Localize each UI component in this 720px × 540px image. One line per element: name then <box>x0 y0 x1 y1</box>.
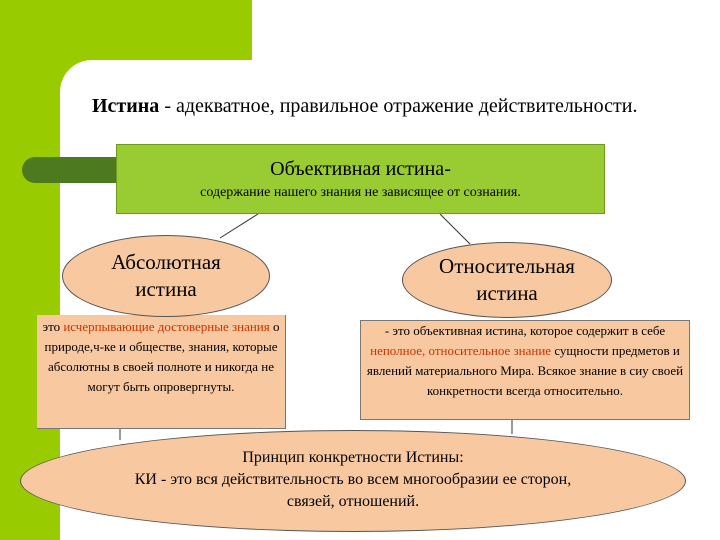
relative-def-text-2: сущности предметов и явлений материального Мира. Всякое знание в сиу своей конкретности всегда относительно. <box>366 343 684 398</box>
objective-truth-title: Объективная истина- <box>270 158 451 180</box>
absolute-label-line1: Абсолютная <box>111 250 221 274</box>
relative-label-line2: истина <box>476 281 538 305</box>
connector-objective-relative <box>440 214 470 244</box>
objective-truth-box <box>116 144 605 214</box>
absolute-truth-ellipse <box>62 235 270 317</box>
page-title <box>92 95 637 118</box>
relative-label-line1: Относительная <box>439 254 575 278</box>
relative-def-text-1: - это объективная истина, которое содержит в себе <box>384 323 666 338</box>
relative-truth-ellipse <box>402 242 612 318</box>
absolute-def-text-2: о природе,ч-ке и обществе, знания, которые абсолютны в своей полноте и никогда не могут быть опровергнуты. <box>44 319 280 394</box>
absolute-def-highlight: исчерпывающие достоверные знания <box>63 319 270 334</box>
absolute-def-text-1: это <box>42 319 64 334</box>
relative-truth-definition <box>360 320 690 420</box>
absolute-truth-definition <box>37 315 286 429</box>
principle-line3: связей, отношений. <box>286 493 420 510</box>
title-term: Истина <box>92 95 160 117</box>
principle-line2: КИ - это вся действительность во всем многообразии ее сторон, <box>134 471 572 488</box>
concreteness-principle-ellipse <box>20 430 686 532</box>
relative-def-highlight: неполное, относительное знание <box>370 343 552 358</box>
principle-line1: Принцип конкретности Истины: <box>242 449 464 466</box>
objective-truth-definition: содержание нашего знания не зависящее от сознания. <box>200 185 521 200</box>
connector-objective-absolute <box>220 214 258 238</box>
absolute-label-line2: истина <box>135 277 197 301</box>
title-definition: - адекватное, правильное отражение действительности. <box>159 95 638 117</box>
